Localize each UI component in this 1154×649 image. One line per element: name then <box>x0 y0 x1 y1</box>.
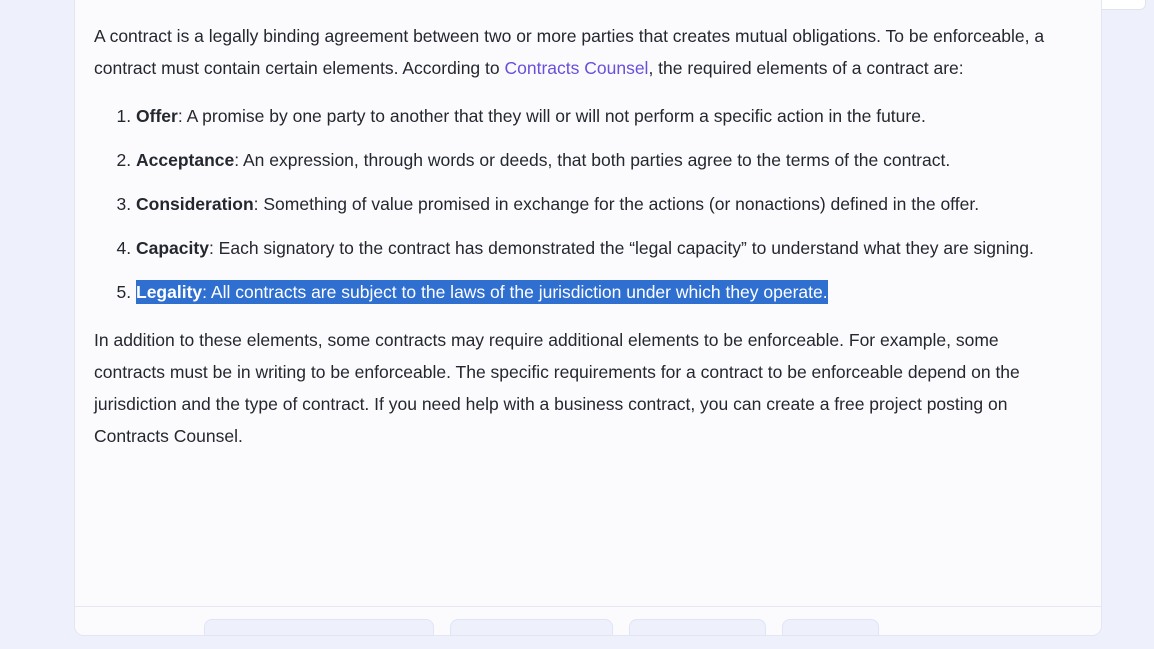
suggestion-chip-3[interactable] <box>629 619 766 636</box>
suggestion-chip-1[interactable] <box>204 619 434 636</box>
element-description: : Something of value promised in exchange for the actions (or nonactions) defined in the offer. <box>253 194 980 214</box>
selected-text-highlight <box>136 280 828 304</box>
list-item <box>136 144 1073 176</box>
list-item <box>136 100 1073 132</box>
suggestion-chip-row <box>204 619 879 636</box>
element-term: Legality <box>136 282 203 302</box>
document-content <box>75 0 1101 452</box>
element-description: : Each signatory to the contract has demonstrated the “legal capacity” to understand what they are signing. <box>208 238 1034 258</box>
suggestion-chip-2[interactable] <box>450 619 613 636</box>
element-term: Acceptance <box>136 150 235 170</box>
element-description: : All contracts are subject to the laws of the jurisdiction under which they operate. <box>202 282 828 302</box>
answer-card <box>74 0 1102 636</box>
contracts-counsel-link[interactable]: Contracts Counsel <box>504 58 649 78</box>
intro-text-after-link: , the required elements of a contract are: <box>648 58 964 78</box>
element-description: : A promise by one party to another that they will or will not perform a specific action in the future. <box>177 106 926 126</box>
contract-elements-list <box>94 100 1073 308</box>
element-term: Capacity <box>136 238 209 258</box>
list-item <box>136 188 1073 220</box>
suggestion-chip-4[interactable] <box>782 619 879 636</box>
suggestion-bar <box>75 606 1101 635</box>
element-description: : An expression, through words or deeds, that both parties agree to the terms of the contract. <box>234 150 951 170</box>
closing-paragraph: In addition to these elements, some contracts may require additional elements to be enforceable. For example, some contracts must be in writing to be enforceable. The specific requirements for a contract to be enforceable depend on the jurisdiction and the type of contract. If you need help with a business contract, you can create a free project posting on Contracts Counsel. <box>94 330 1020 446</box>
element-term: Consideration <box>136 194 254 214</box>
element-term: Offer <box>136 106 178 126</box>
list-item <box>136 232 1073 264</box>
intro-paragraph <box>94 20 1073 84</box>
intro-text-before-link: A contract is a legally binding agreement between two or more parties that creates mutual obligations. To be enforceable, a contract must contain certain elements. According to <box>94 26 1045 78</box>
list-item-selected <box>136 276 1073 308</box>
